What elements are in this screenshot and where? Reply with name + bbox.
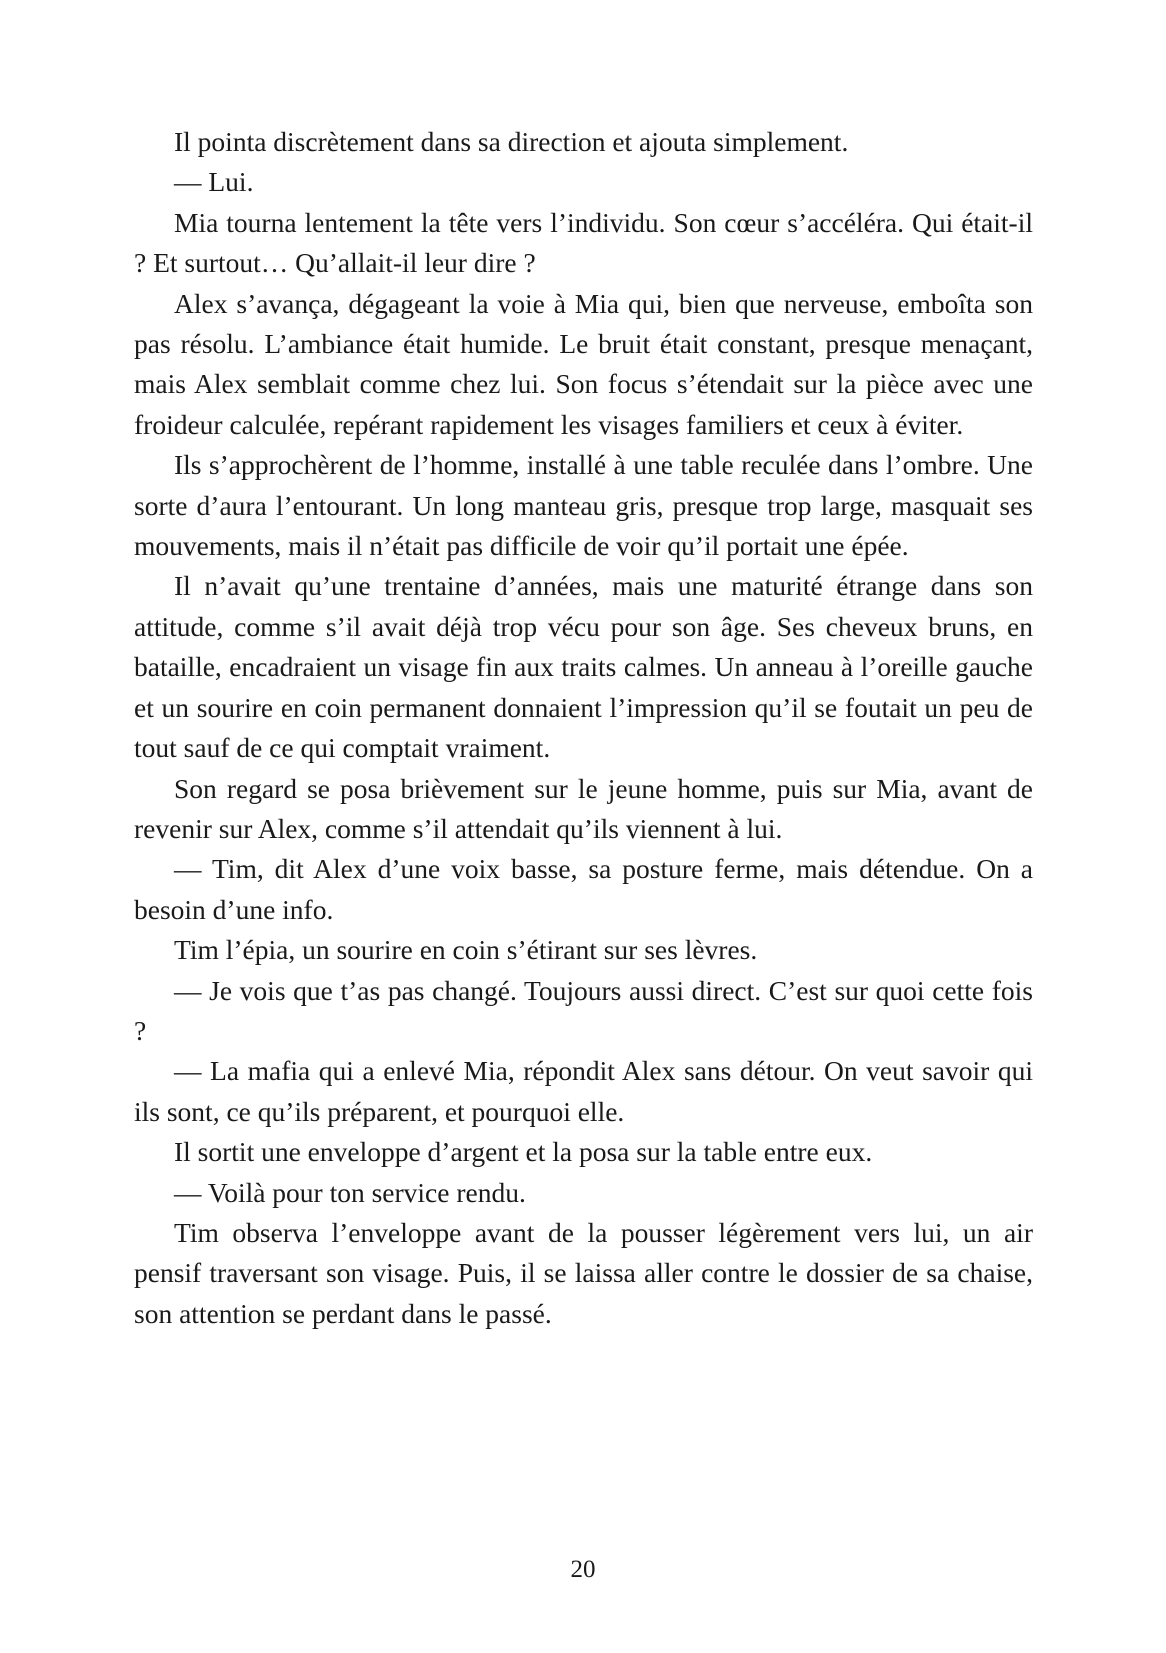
paragraph: Tim l’épia, un sourire en coin s’étirant sur ses lèvres. — [174, 934, 758, 966]
paragraph: Tim observa l’enveloppe avant de la pousser légèrement vers lui, un air pensif traversant son visage. Puis, il se laissa aller contre le dossier de sa chaise, son attention se perdant dans le passé. — [134, 1216, 1033, 1329]
paragraph: — Voilà pour ton service rendu. — [174, 1176, 526, 1208]
body-text — [134, 122, 1033, 1334]
paragraph: — Tim, dit Alex d’une voix basse, sa posture ferme, mais détendue. On a besoin d’une info. — [134, 853, 1033, 925]
page-number: 20 — [570, 1556, 596, 1583]
paragraph: Alex s’avança, dégageant la voie à Mia qui, bien que nerveuse, emboîta son pas résolu. L’ambiance était humide. Le bruit était constant, presque menaçant, mais Alex semblait comme chez lui. Son focus s’étendait sur la pièce avec une froideur calculée, repérant rapidement les visages familiers et ceux à éviter. — [134, 287, 1033, 440]
paragraph: — Lui. — [174, 166, 254, 198]
paragraph: — La mafia qui a enlevé Mia, répondit Alex sans détour. On veut savoir qui ils sont, ce qu’ils préparent, et pourquoi elle. — [134, 1055, 1033, 1127]
paragraph: Il sortit une enveloppe d’argent et la posa sur la table entre eux. — [174, 1136, 873, 1168]
paragraph: — Je vois que t’as pas changé. Toujours aussi direct. C’est sur quoi cette fois ? — [134, 974, 1033, 1046]
paragraph: Ils s’approchèrent de l’homme, installé à une table reculée dans l’ombre. Une sorte d’aura l’entourant. Un long manteau gris, presque trop large, masquait ses mouvements, mais il n’était pas difficile de voir qu’il portait une épée. — [134, 449, 1033, 562]
paragraph: Il n’avait qu’une trentaine d’années, mais une maturité étrange dans son attitude, comme s’il avait déjà trop vécu pour son âge. Ses cheveux bruns, en bataille, encadraient un visage fin aux traits calmes. Un anneau à l’oreille gauche et un sourire en coin permanent donnaient l’impression qu’il se foutait un peu de tout sauf de ce qui comptait vraiment. — [134, 570, 1033, 764]
paragraph: Son regard se posa brièvement sur le jeune homme, puis sur Mia, avant de revenir sur Alex, comme s’il attendait qu’ils viennent à lui. — [134, 772, 1033, 844]
paragraph: Mia tourna lentement la tête vers l’individu. Son cœur s’accéléra. Qui était-il ? Et surtout… Qu’allait-il leur dire ? — [134, 206, 1033, 279]
paragraph: Il pointa discrètement dans sa direction et ajouta simplement. — [174, 126, 849, 157]
